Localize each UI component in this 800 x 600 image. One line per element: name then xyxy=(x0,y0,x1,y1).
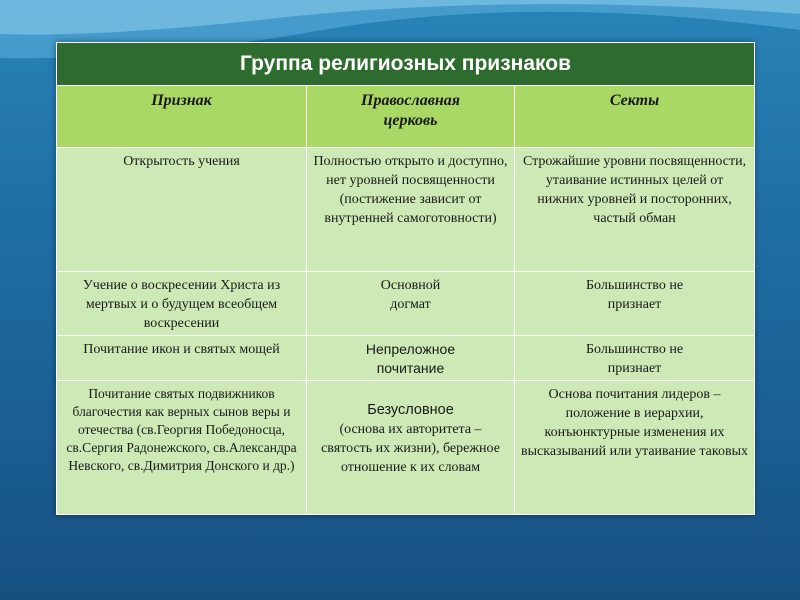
row-3-orthodox-text: Непреложное почитание xyxy=(365,341,456,376)
table-row xyxy=(57,148,755,272)
religious-features-table xyxy=(56,42,754,515)
row-4-sects: Основа почитания лидеров – положение в иерархии, конъюнктурные изменения их высказываний или утаивание таковых xyxy=(515,381,755,515)
row-1-sects: Строжайшие уровни посвященности, утаивание истинных целей от нижних уровней и посторонних, частый обман xyxy=(515,148,755,272)
row-3-sects xyxy=(515,336,755,381)
row-1-feature: Открытость учения xyxy=(57,148,307,272)
table-title: Группа религиозных признаков xyxy=(57,43,755,86)
row-3-sects-text: Большинство не признает xyxy=(585,342,684,376)
header-orthodox-church xyxy=(307,86,515,148)
row-2-feature: Учение о воскресении Христа из мертвых и о будущем всеобщем воскресении xyxy=(57,272,307,336)
row-4-feature: Почитание святых подвижников благочестия как верных сынов веры и отечества (св.Георгия Победоносца, св.Сергия Радонежского, св.Александра Невского, св.Димитрия Донского и др.) xyxy=(57,381,307,515)
row-4-orthodox xyxy=(307,381,515,515)
row-2-orthodox-text: Основной догмат xyxy=(380,278,441,312)
table-row xyxy=(57,272,755,336)
row-4-orthodox-main: Безусловное xyxy=(367,402,454,418)
row-1-orthodox: Полностью открыто и доступно, нет уровней посвященности (постижение зависит от внутренней самоготовности) xyxy=(307,148,515,272)
row-4-orthodox-detail: (основа их авторитета – святость их жизни), бережное отношение к их словам xyxy=(321,422,500,475)
table-header-row xyxy=(57,86,755,148)
header-sects: Секты xyxy=(515,86,755,148)
row-2-orthodox xyxy=(307,272,515,336)
row-2-sects xyxy=(515,272,755,336)
table-row xyxy=(57,381,755,515)
row-2-sects-text: Большинство не признает xyxy=(585,278,684,312)
row-3-orthodox xyxy=(307,336,515,381)
header-orthodox-label: Православная церковь xyxy=(361,92,460,129)
header-feature: Признак xyxy=(57,86,307,148)
table-row xyxy=(57,336,755,381)
row-3-feature: Почитание икон и святых мощей xyxy=(57,336,307,381)
